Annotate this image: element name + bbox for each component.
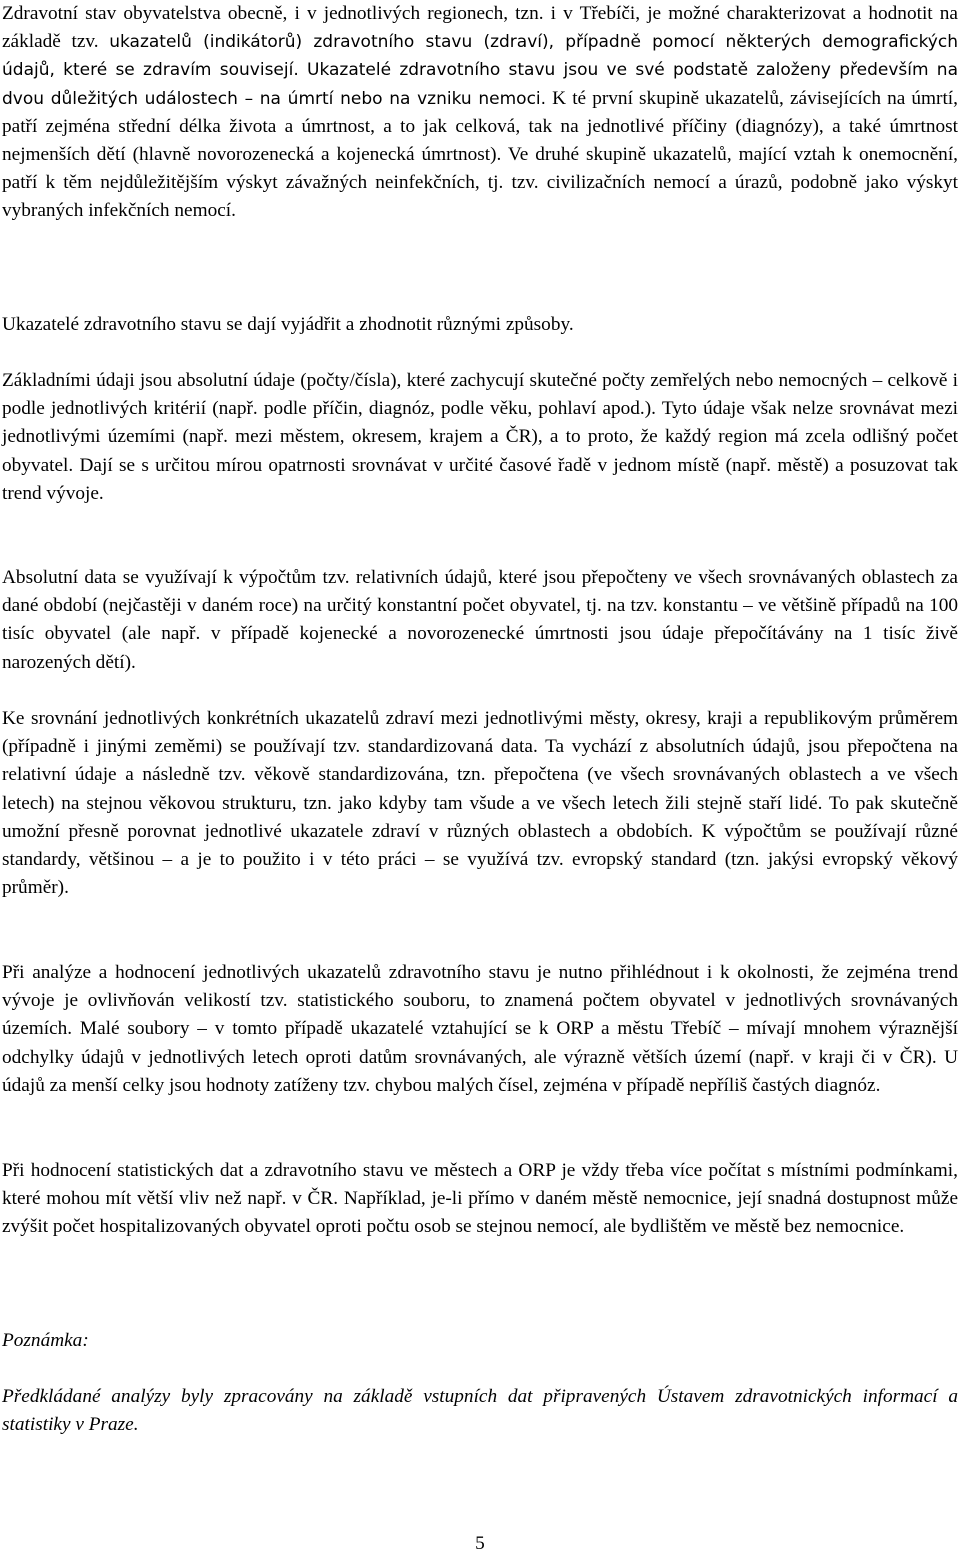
note-text: Předkládané analýzy byly zpracovány na základě vstupních dat připravených Ústavem zdravotnických informací a statistiky v Praze. [2,1386,958,1436]
intro-sans-text: ukazatelů (indikátorů) zdravotního stavu (zdraví), případně pomocí některých demografických údajů, které se zdravím souvisejí. Ukazatelé zdravotního stavu jsou ve své podstatě založeny především na dvou důležitých událostech – na úmrtí nebo na vzniku nemoci. [2,32,958,109]
intro-serif-text: Zdravotní stav obyvatelstva obecně, i v jednotlivých regionech, tzn. i v Třebíči, je možné charakterizovat a hodnotit na základě tzv. [2,3,958,53]
paragraph-evaluation: Při hodnocení statistických dat a zdravotního stavu ve městech a ORP je vždy třeba více počítat s místními podmínkami, které mohou mít větší vliv než např. v ČR. Například, je-li přímo v daném městě nemocnice, její snadná dostupnost může zvýšit počet hospitalizovaných obyvatel oproti počtu osob se stejnou nemocí, ale bydlištěm ve městě bez nemocnice. [2,1160,958,1238]
intro-rest-text: K té první skupině ukazatelů, závisejících na úmrtí, patří zejména střední délka života a úmrtnost, a to jak celková, tak na jednotlivé příčiny (diagnózy), a také úmrtnost nejmenších dětí (hlavně novorozenecká a kojenecká úmrtnost). Ve druhé skupině ukazatelů, mající vztah k onemocnění, patří k těm nejdůležitějším výskyt závažných neinfekčních, tj. tzv. civilizačních nemocí a úrazů, podobně jako výskyt vybraných infekčních nemocí. [2,87,958,222]
note-title: Poznámka: [2,1330,89,1351]
paragraph-basic-data: Základními údaji jsou absolutní údaje (počty/čísla), které zachycují skutečné počty zemřelých nebo nemocných – celkově i podle jednotlivých kritérií (např. podle příčin, diagnóz, podle věku, pohlaví apod.). Tyto údaje však nelze srovnávat mezi jednotlivými územími (např. mezi městem, okresem, krajem a ČR), a to proto, že každý region má zcela odlišný počet obyvatel. Dají se s určitou mírou opatrnosti srovnávat v určité časové řadě v jednom místě (např. městě) a posuzovat tak trend vývoje. [2,370,958,504]
paragraph-standardized-data: Ke srovnání jednotlivých konkrétních ukazatelů zdraví mezi jednotlivými městy, okresy, kraji a republikovým průměrem (případně i jinými zeměmi) se používají tzv. standardizovaná data. Ta vychází z absolutních údajů, jsou přepočtena na relativní údaje a následně tzv. věkově standardizována, tzn. přepočtena (ve všech srovnávaných oblastech a ve všech letech) na stejnou věkovou strukturu, tzn. jako kdyby tam všude a ve všech letech žili stejně staří lidé. To pak skutečně umožní přesně porovnat jednotlivé ukazatele zdraví v různých oblastech a obdobích. K výpočtům se používají různé standardy, většinou – a je to použito i v této práci – se využívá tzv. evropský standard (tzn. jakýsi evropský věkový průměr). [2,708,958,899]
paragraph-absolute-data: Absolutní data se využívají k výpočtům tzv. relativních údajů, které jsou přepočteny ve všech srovnávaných oblastech za dané období (nejčastěji v daném roce) na určitý konstantní počet obyvatel, tj. na tzv. konstantu – ve většině případů na 100 tisíc obyvatel (ale např. v případě kojenecké a novorozenecké úmrtnosti jsou údaje přepočítávány na 1 tisíc živě narozených dětí). [2,567,958,673]
paragraph-analysis: Při analýze a hodnocení jednotlivých ukazatelů zdravotního stavu je nutno přihlédnout i k okolnosti, že zejména trend vývoje je ovlivňován velikostí tzv. statistického souboru, to znamená počtem obyvatel v jednotlivých srovnávaných územích. Malé soubory – v tomto případě ukazatelé vztahující se k ORP a městu Třebíč – mívají mnohem výraznější odchylky údajů v jednotlivých letech oproti datům srovnávaných, ale výrazně větších území (např. v kraji či v ČR). U údajů za menší celky jsou hodnoty zatíženy tzv. chybou malých čísel, zejména v případě nepříliš častých diagnóz. [2,962,958,1096]
page-number: 5 [475,1533,485,1554]
paragraph-intro [2,0,958,226]
paragraph-ways: Ukazatelé zdravotního stavu se dají vyjádřit a zhodnotit různými způsoby. [2,314,574,335]
